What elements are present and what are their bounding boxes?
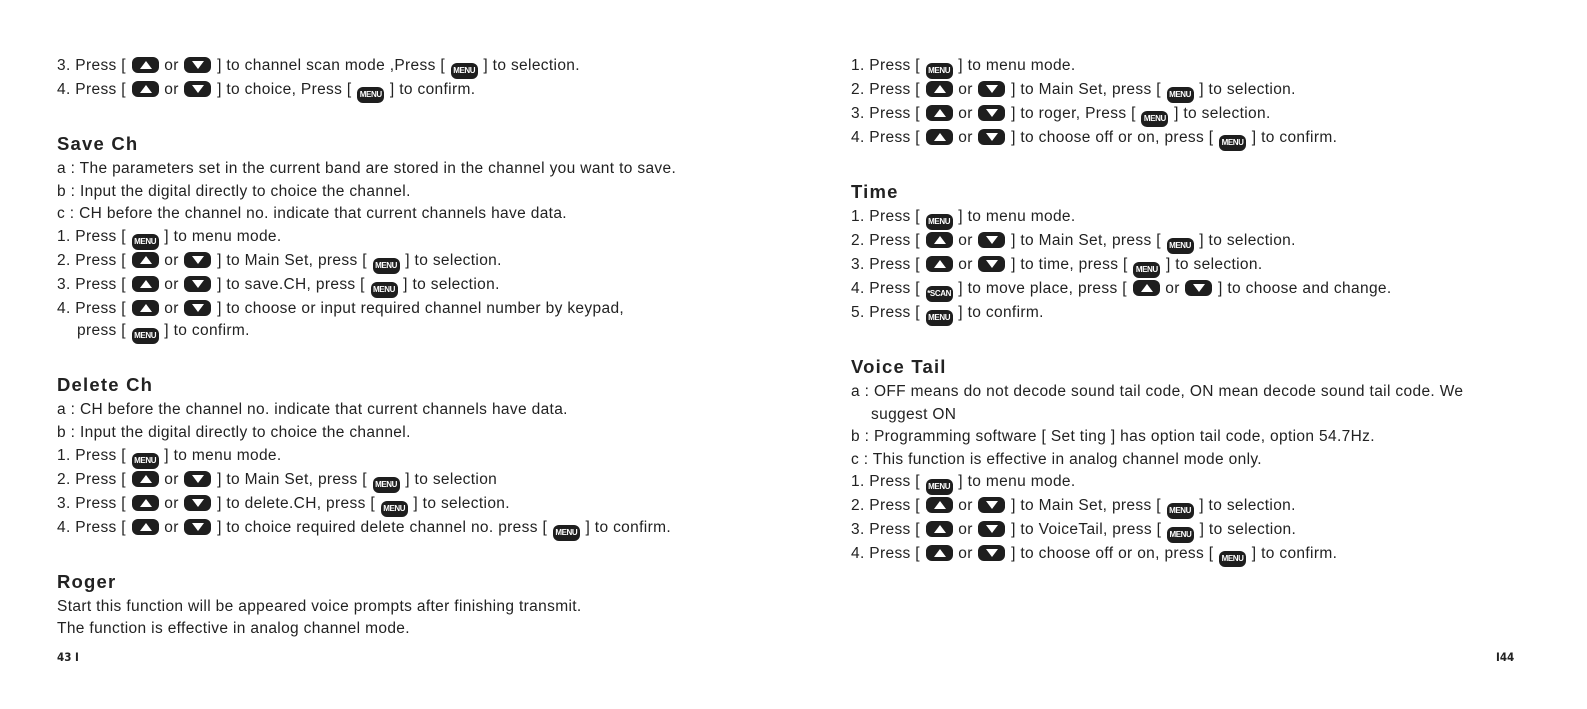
menu-key-icon: MENU [451,63,478,79]
text-segment: c : This function is effective in analog channel mode only. [851,450,1262,468]
text-segment: or [953,105,978,122]
text-segment: a : The parameters set in the current band are stored in the channel you want to save. [57,160,677,177]
down-arrow-key-icon [184,57,211,73]
up-arrow-key-icon [132,519,159,535]
down-arrow-key-icon [978,129,1005,145]
right-page-content [851,55,1551,567]
instruction-line [57,55,777,79]
menu-key-icon: MENU [1167,527,1194,543]
text-segment: 2. Press [ [851,81,925,98]
up-arrow-key-icon [132,276,159,292]
menu-key-icon: MENU [132,453,159,469]
instruction-line [57,445,777,469]
instruction-line [57,618,777,641]
text-segment: 3. Press [ [57,494,131,512]
instruction-line [57,158,777,181]
menu-key-icon: MENU [1167,238,1194,254]
text-segment: or [953,521,978,539]
text-segment: ] to confirm. [385,81,476,98]
text-segment: 4. Press [ [57,518,131,536]
text-segment: ] to confirm. [1247,545,1338,563]
text-segment: ] to choose off or on, press [ [1006,545,1219,563]
up-arrow-key-icon [132,300,159,316]
text-segment: The function is effective in analog channel mode. [57,620,410,638]
instruction-line [57,493,777,517]
text-segment: 2. Press [ [57,251,131,269]
text-segment: ] to selection. [1169,105,1271,122]
text-segment: 4. Press [ [57,81,131,98]
right-page-number: I44 [1496,650,1515,664]
menu-key-icon: MENU [926,479,953,495]
down-arrow-key-icon [1185,280,1212,296]
section-heading-time: Time [851,181,899,202]
instruction-line [851,404,1551,427]
scan-key-icon: *SCAN [926,286,953,302]
instruction-line [57,226,777,250]
text-segment: ] to save.CH, press [ [212,275,370,293]
up-arrow-key-icon [926,129,953,145]
up-arrow-key-icon [132,57,159,73]
down-arrow-key-icon [978,105,1005,121]
down-arrow-key-icon [978,256,1005,272]
instruction-line [851,230,1551,254]
text-segment: ] to selection. [1194,521,1297,539]
text-segment: or [159,518,184,536]
down-arrow-key-icon [978,545,1005,561]
menu-key-icon: MENU [1141,111,1168,127]
up-arrow-key-icon [926,232,953,248]
text-segment: ] to Main Set, press [ [1006,497,1166,515]
text-segment: 4. Press [ [851,129,925,146]
text-segment: ] to selection. [400,251,502,269]
instruction-line [851,302,1551,326]
instruction-line [851,449,1551,472]
instruction-line [851,254,1551,278]
instruction-line [851,127,1551,151]
instruction-line [851,519,1551,543]
text-segment: ] to choose and change. [1213,280,1392,297]
menu-key-icon: MENU [926,310,953,326]
down-arrow-key-icon [184,471,211,487]
text-segment: or [953,545,978,563]
text-segment: b : Input the digital directly to choice the channel. [57,423,411,441]
text-segment: or [159,470,184,488]
text-segment: 3. Press [ [57,57,131,74]
text-segment: ] to channel scan mode ,Press [ [212,57,450,74]
text-segment: 2. Press [ [57,470,131,488]
menu-key-icon: MENU [1219,135,1246,151]
text-segment: 1. Press [ [57,446,131,464]
text-segment: or [159,299,184,317]
instruction-line [851,103,1551,127]
text-segment: or [953,129,978,146]
instruction-line [851,381,1551,404]
instruction-line [57,203,777,226]
text-segment: ] to VoiceTail, press [ [1006,521,1166,539]
text-segment: ] to menu mode. [159,227,282,245]
instruction-line [57,517,777,541]
text-segment: 1. Press [ [851,473,925,491]
instruction-line [851,426,1551,449]
instruction-line [57,320,777,344]
text-segment: b : Input the digital directly to choice the channel. [57,182,411,200]
text-segment: ] to Main Set, press [ [212,251,372,269]
text-segment: 5. Press [ [851,304,925,321]
left-page-content [57,55,777,641]
instruction-line [851,543,1551,567]
instruction-line [57,399,777,422]
text-segment: ] to Main Set, press [ [1006,232,1166,249]
down-arrow-key-icon [978,232,1005,248]
section-heading-roger: Roger [57,570,117,592]
down-arrow-key-icon [978,497,1005,513]
text-segment: ] to delete.CH, press [ [212,494,380,512]
up-arrow-key-icon [926,521,953,537]
instruction-line [851,278,1551,302]
left-page-number: 43 I [57,650,79,664]
text-segment: ] to move place, press [ [953,280,1132,297]
down-arrow-key-icon [184,252,211,268]
text-segment: ] to selection. [1194,497,1296,515]
menu-key-icon: MENU [381,501,408,517]
down-arrow-key-icon [978,81,1005,97]
instruction-line [57,298,777,321]
instruction-line [57,250,777,274]
text-segment: suggest ON [871,405,957,423]
text-segment: a : CH before the channel no. indicate that current channels have data. [57,401,568,419]
text-segment: b : Programming software [ Set ting ] has option tail code, option 54.7Hz. [851,428,1375,446]
instruction-line [851,55,1551,79]
menu-key-icon: MENU [926,63,953,79]
up-arrow-key-icon [132,81,159,97]
up-arrow-key-icon [132,252,159,268]
text-segment: ] to selection [400,470,498,488]
text-segment: ] to time, press [ [1006,256,1133,273]
text-segment: 4. Press [ [851,280,925,297]
text-segment: ] to confirm. [1247,129,1338,146]
instruction-line [851,79,1551,103]
menu-key-icon: MENU [1167,87,1194,103]
text-segment: ] to menu mode. [953,208,1076,225]
down-arrow-key-icon [184,276,211,292]
text-segment: ] to menu mode. [159,446,282,464]
text-segment: or [953,256,978,273]
text-segment: ] to confirm. [159,322,250,340]
up-arrow-key-icon [926,256,953,272]
down-arrow-key-icon [184,495,211,511]
up-arrow-key-icon [132,495,159,511]
text-segment: or [159,494,184,512]
up-arrow-key-icon [926,497,953,513]
menu-key-icon: MENU [132,234,159,250]
text-segment: a : OFF means do not decode sound tail code, ON mean decode sound tail code. We [851,383,1464,400]
instruction-line [851,495,1551,519]
text-segment: 3. Press [ [851,521,925,539]
instruction-line [57,274,777,298]
text-segment: ] to choice, Press [ [212,81,357,98]
text-segment: ] to menu mode. [953,473,1076,491]
text-segment: 1. Press [ [851,57,925,74]
text-segment: 1. Press [ [851,208,925,225]
menu-key-icon: MENU [132,328,159,344]
text-segment: ] to selection. [1194,81,1296,98]
menu-key-icon: MENU [357,87,384,103]
text-segment: ] to selection. [1161,256,1263,273]
up-arrow-key-icon [1133,280,1160,296]
text-segment: ] to Main Set, press [ [212,470,372,488]
text-segment: Start this function will be appeared voice prompts after finishing transmit. [57,597,582,615]
menu-key-icon: MENU [1167,503,1194,519]
down-arrow-key-icon [978,521,1005,537]
menu-key-icon: MENU [371,282,398,298]
down-arrow-key-icon [184,300,211,316]
menu-key-icon: MENU [926,214,953,230]
down-arrow-key-icon [184,81,211,97]
text-segment: ] to confirm. [953,304,1044,321]
text-segment: or [953,81,978,98]
up-arrow-key-icon [926,105,953,121]
text-segment: or [953,232,978,249]
section-heading-delete-ch: Delete Ch [57,374,154,396]
section-heading-save-ch: Save Ch [57,133,139,154]
text-segment: ] to roger, Press [ [1006,105,1141,122]
text-segment: ] to choose or input required channel number by keypad, [212,299,625,317]
text-segment: ] to confirm. [580,518,672,536]
text-segment: ] to selection. [1194,232,1296,249]
text-segment: ] to selection. [478,57,580,74]
text-segment: c : CH before the channel no. indicate that current channels have data. [57,205,567,223]
text-segment: 4. Press [ [851,545,925,563]
instruction-line [57,469,777,493]
text-segment: 3. Press [ [851,256,925,273]
text-segment: or [159,275,184,293]
instruction-line [57,422,777,445]
down-arrow-key-icon [184,519,211,535]
menu-key-icon: MENU [553,525,580,541]
text-segment: ] to selection. [408,494,510,512]
text-segment: press [ [77,322,131,340]
section-heading-voice-tail: Voice Tail [851,356,947,377]
text-segment: or [159,251,184,269]
text-segment: or [1160,280,1185,297]
text-segment: ] to choice required delete channel no. press [ [212,518,552,536]
text-segment: 4. Press [ [57,299,131,317]
menu-key-icon: MENU [373,477,400,493]
instruction-line [57,79,777,103]
text-segment: 3. Press [ [851,105,925,122]
text-segment: 3. Press [ [57,275,131,293]
instruction-line [851,471,1551,495]
text-segment: 1. Press [ [57,227,131,245]
text-segment: or [159,81,184,98]
menu-key-icon: MENU [1219,551,1246,567]
text-segment: ] to Main Set, press [ [1006,81,1166,98]
text-segment: ] to selection. [398,275,500,293]
text-segment: or [953,497,978,515]
text-segment: ] to choose off or on, press [ [1006,129,1219,146]
instruction-line [851,206,1551,230]
up-arrow-key-icon [132,471,159,487]
instruction-line [57,596,777,619]
instruction-line [57,181,777,204]
up-arrow-key-icon [926,545,953,561]
up-arrow-key-icon [926,81,953,97]
text-segment: 2. Press [ [851,497,925,515]
menu-key-icon: MENU [1133,262,1160,278]
menu-key-icon: MENU [373,258,400,274]
text-segment: 2. Press [ [851,232,925,249]
text-segment: ] to menu mode. [953,57,1076,74]
text-segment: or [159,57,184,74]
